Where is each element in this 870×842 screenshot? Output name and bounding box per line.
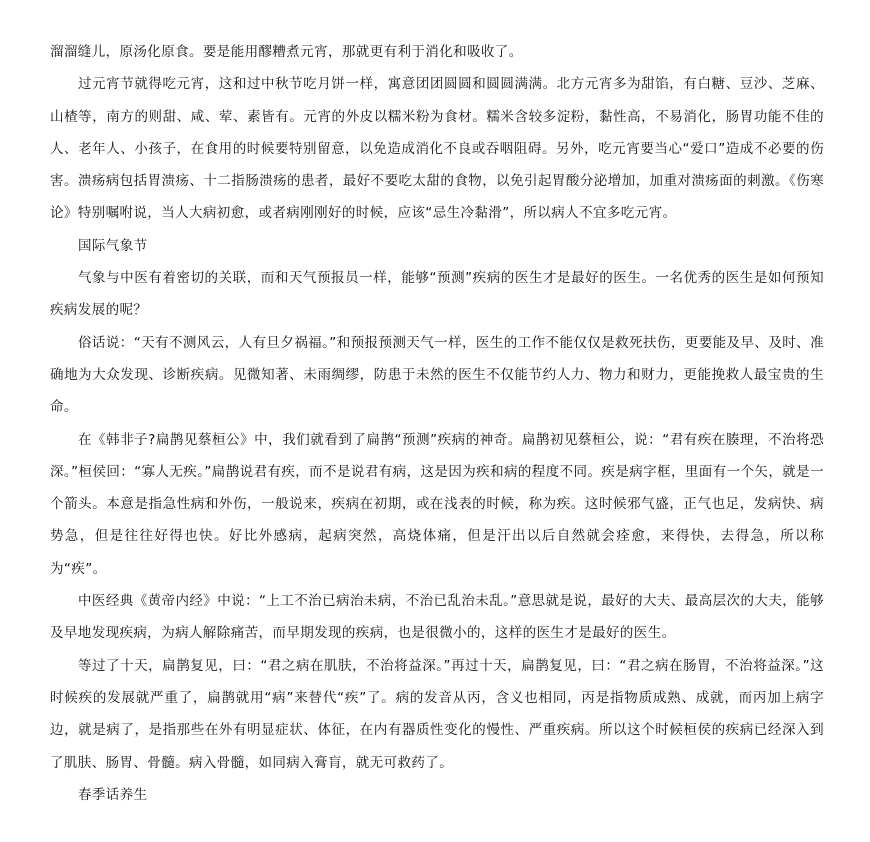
paragraph-lantern-festival-yuanxiao: 过元宵节就得吃元宵，这和过中秋节吃月饼一样，寓意团团圆圆和圆圆满满。北方元宵多为甜馅，有白糖、豆沙、芝麻、山楂等，南方的则甜、咸、荤、素皆有。元宵的外皮以糯米粉为食材。糯米含较多淀粉，黏性高，不易消化，肠胃功能不佳的人、老年人、小孩子，在食用的时候要特别留意，以免造成消化不良或吞咽阻碍。另外，吃元宵要当心“爱口”造成不必要的伤害。溃疡病包括胃溃疡、十二指肠溃疡的患者，最好不要吃太甜的食物，以免引起胃酸分泌增加，加重对溃疡面的刺激。《伤寒论》特别嘱咐说，当人大病初愈，或者病刚刚好的时候，应该“忌生冷黏滑”，所以病人不宜多吃元宵。 bbox=[50, 76, 824, 222]
paragraph-meteorology-and-medicine: 气象与中医有着密切的关联，而和天气预报员一样，能够“预测”疾病的医生才是最好的医生。一名优秀的医生是如何预知疾病发展的呢？ bbox=[50, 270, 824, 319]
paragraph-huangdi-neijing: 中医经典《黄帝内经》中说：“上工不治已病治未病，不治已乱治未乱。”意思就是说，最好的大夫、最高层次的大夫，能够及早地发现疾病，为病人解除痛苦，而早期发现的疾病，也是很微小的，这样的医生才是最好的医生。 bbox=[50, 593, 824, 642]
section-heading-spring-health: 春季话养生 bbox=[78, 786, 148, 803]
paragraph-disease-progression: 等过了十天，扁鹊复见，曰：“君之病在肌肤，不治将益深。”再过十天，扁鹊复见，曰：“君之病在肠胃，不治将益深。”这时候疾的发展就严重了，扁鹊就用“病”来替代“疾”了。病的发音从丙，含义也相同，丙是指物质成熟、成就，而丙加上病字边，就是病了，是指那些在外有明显症状、体征，在内有器质性变化的慢性、严重疾病。所以这个时候桓侯的疾病已经深入到了肌肤、肠胃、骨髓。病入骨髓，如同病入膏肓，就无可救药了。 bbox=[50, 657, 824, 771]
paragraph-bianque-cai-huan: 在《韩非子?扁鹊见蔡桓公》中，我们就看到了扁鹊“预测”疾病的神奇。扁鹊初见蔡桓公，说：“君有疾在腠理，不治将恐深。”桓侯回：“寡人无疾。”扁鹊说君有疾，而不是说君有病，这是因为疾和病的程度不同。疾是病字框，里面有一个矢，就是一个箭头。本意是指急性病和外伤，一般说来，疾病在初期，或在浅表的时候，称为疾。这时候邪气盛，正气也足，发病快、病势急，但是往往好得也快。好比外感病，起病突然，高烧体痛，但是汗出以后自然就会痊愈，来得快，去得急，所以称为“疾”。 bbox=[50, 431, 824, 577]
section-heading-meteorological-day: 国际气象节 bbox=[78, 237, 148, 254]
document-body bbox=[50, 36, 824, 811]
paragraph-proverb-prediction: 俗话说：“天有不测风云，人有旦夕祸福。”和预报预测天气一样，医生的工作不能仅仅是救死扶伤，更要能及早、及时、准确地为大众发现、诊断疾病。见微知著、未雨绸缪，防患于未然的医生不仅能节约人力、物力和财力，更能挽救人最宝贵的生命。 bbox=[50, 334, 824, 416]
paragraph-tangyuan-digestion-end: 溜溜缝儿，原汤化原食。要是能用醪糟煮元宵，那就更有利于消化和吸收了。 bbox=[50, 44, 523, 60]
